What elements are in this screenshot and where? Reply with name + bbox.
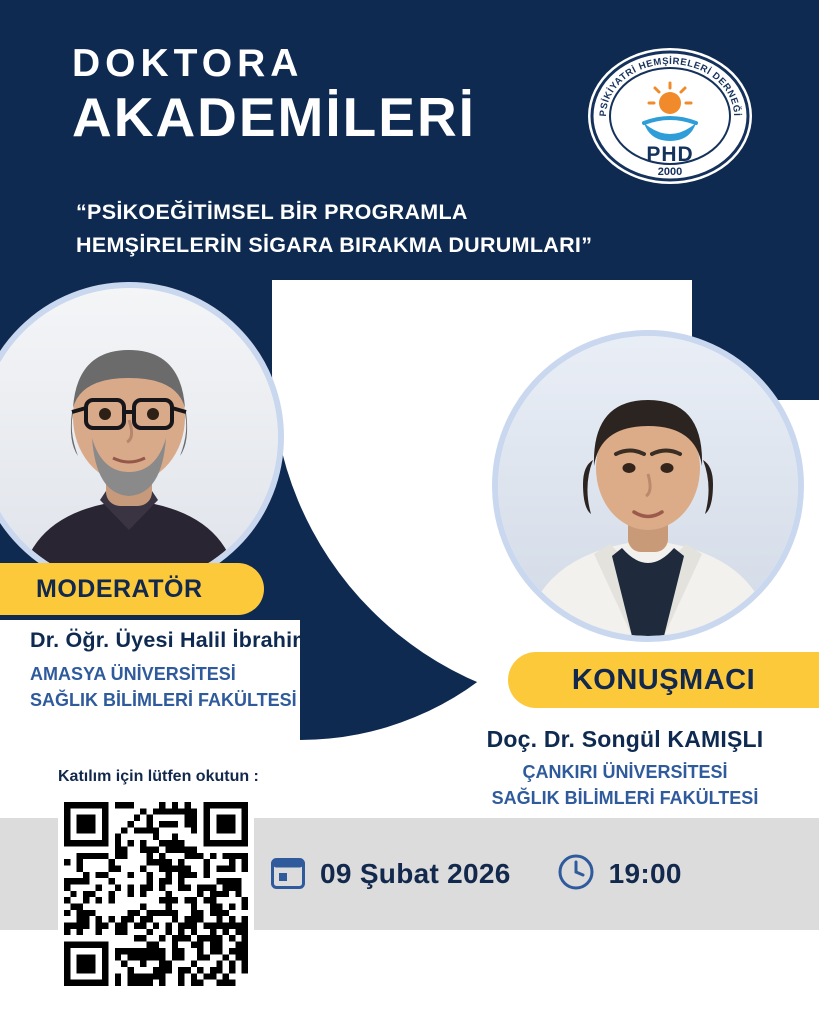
subtitle-line-1: “PSİKOEĞİTİMSEL BİR PROGRAMLA bbox=[76, 200, 468, 224]
clock-icon bbox=[557, 853, 595, 896]
event-date-text: 09 Şubat 2026 bbox=[320, 858, 511, 889]
event-time-text: 19:00 bbox=[608, 858, 682, 889]
moderator-org bbox=[30, 661, 398, 713]
speaker-name: Doç. Dr. Songül KAMIŞLI bbox=[486, 726, 764, 752]
event-details bbox=[270, 818, 790, 930]
title-line-1: DOKTORA bbox=[72, 42, 304, 85]
page-title bbox=[72, 44, 476, 148]
speaker-org bbox=[446, 759, 804, 811]
title-line-2: AKADEMİLERİ bbox=[72, 86, 476, 148]
moderator-badge: MODERATÖR bbox=[0, 563, 264, 615]
calendar-icon bbox=[270, 854, 306, 895]
svg-text:PHD: PHD bbox=[646, 143, 694, 166]
speaker-badge: KONUŞMACI bbox=[508, 652, 819, 708]
qr-code[interactable] bbox=[58, 796, 254, 992]
speaker-info bbox=[446, 726, 804, 811]
speaker-org-line-2: SAĞLIK BİLİMLERİ FAKÜLTESİ bbox=[491, 788, 759, 809]
qr-label: Katılım için lütfen okutun : bbox=[58, 768, 259, 785]
subtitle-line-2: HEMŞİRELERİN SİGARA BIRAKMA DURUMLARI” bbox=[76, 233, 593, 258]
moderator-info bbox=[30, 628, 398, 713]
event-time bbox=[557, 853, 682, 896]
speaker-org-line-1: ÇANKIRI ÜNİVERSİTESİ bbox=[522, 762, 728, 782]
svg-text:PSİKİYATRİ HEMŞİRELERİ DERNEĞİ: PSİKİYATRİ HEMŞİRELERİ DERNEĞİ bbox=[597, 55, 743, 117]
association-logo bbox=[586, 45, 754, 187]
moderator-name: Dr. Öğr. Üyesi Halil İbrahim ÖLÇÜM bbox=[30, 628, 398, 652]
event-date bbox=[270, 854, 511, 895]
presentation-subtitle bbox=[76, 196, 592, 263]
speaker-photo bbox=[492, 330, 804, 642]
moderator-org-line-1: AMASYA ÜNİVERSİTESİ bbox=[30, 664, 236, 684]
svg-text:2000: 2000 bbox=[657, 166, 683, 178]
moderator-org-line-2: SAĞLIK BİLİMLERİ FAKÜLTESİ bbox=[30, 690, 297, 711]
